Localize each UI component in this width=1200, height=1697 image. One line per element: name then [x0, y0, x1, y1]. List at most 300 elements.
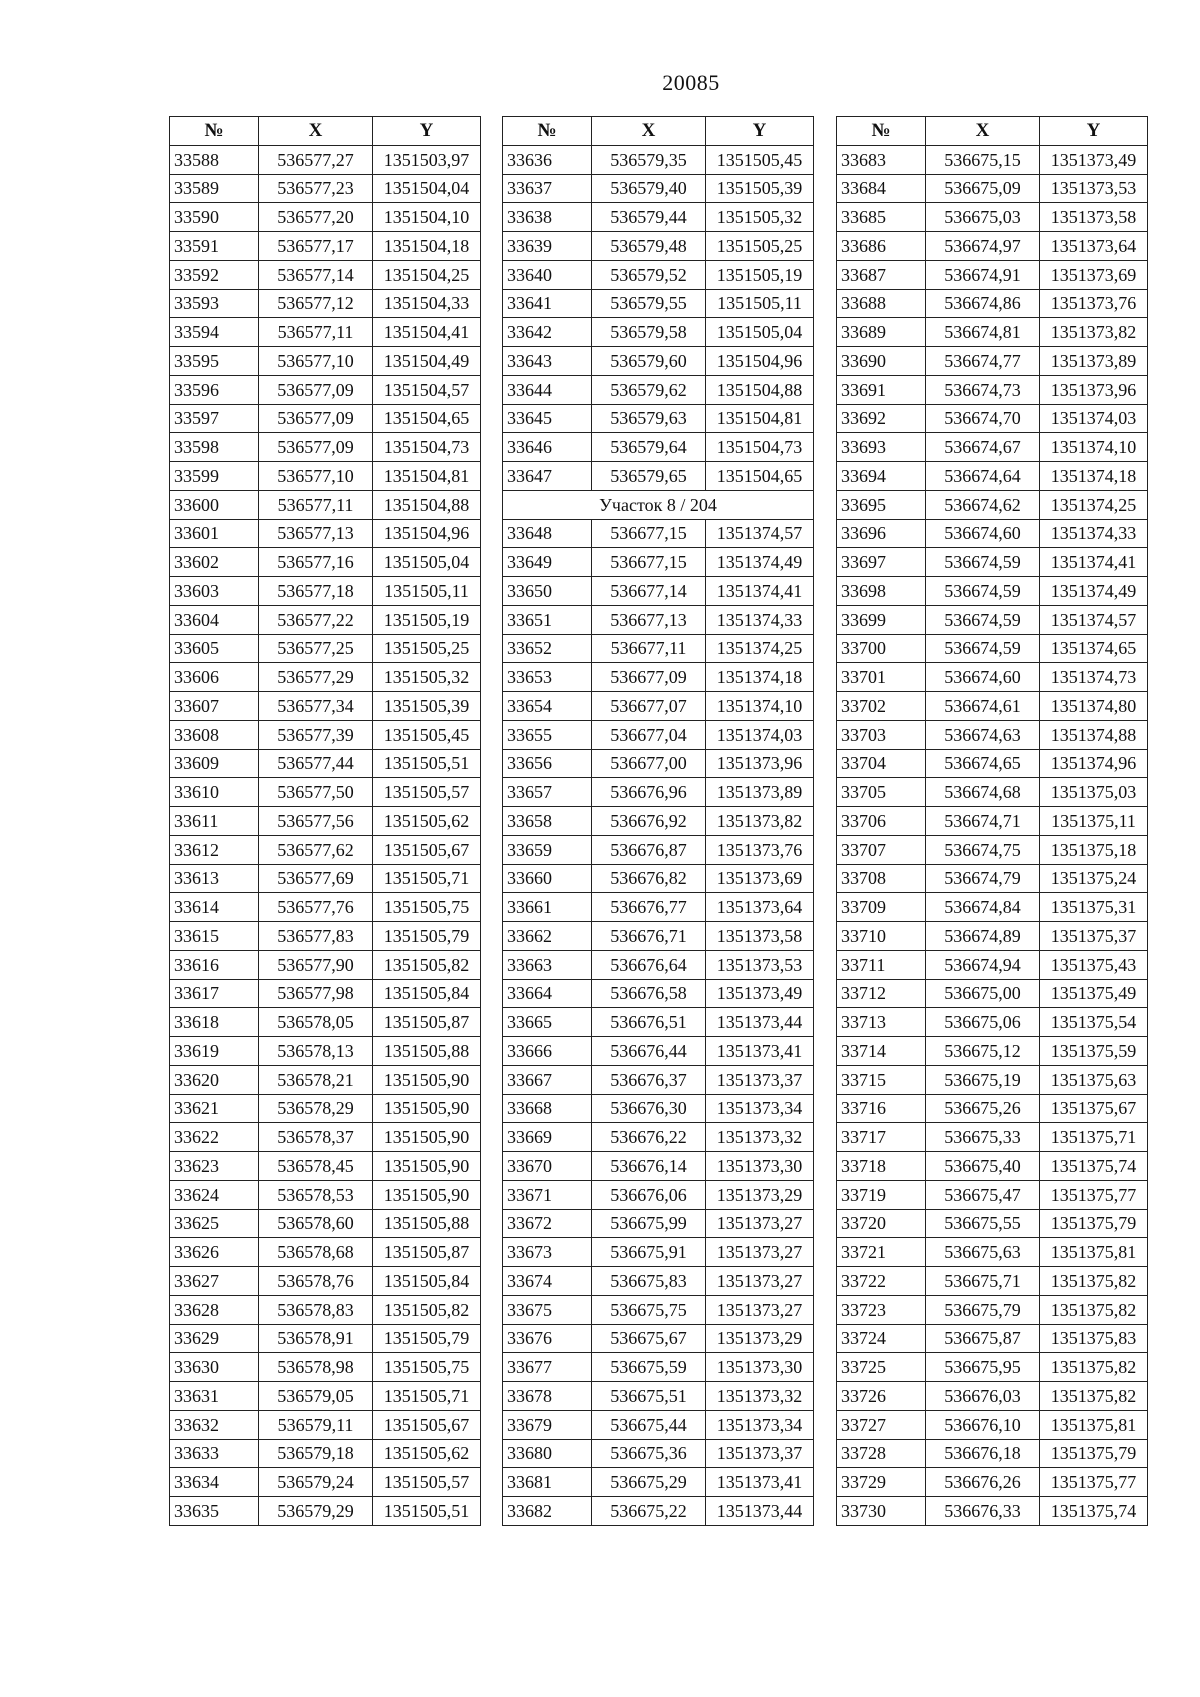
point-number-cell: 33616 [170, 950, 259, 979]
y-coordinate-cell: 1351375,79 [1040, 1209, 1148, 1238]
y-coordinate-cell: 1351375,43 [1040, 950, 1148, 979]
y-coordinate-cell: 1351373,27 [706, 1267, 814, 1296]
x-coordinate-cell: 536579,60 [592, 347, 706, 376]
y-coordinate-cell: 1351375,82 [1040, 1295, 1148, 1324]
table-row [837, 1180, 1148, 1209]
table-row [503, 1209, 814, 1238]
point-number-cell: 33623 [170, 1152, 259, 1181]
point-number-cell: 33629 [170, 1324, 259, 1353]
table-row [837, 1008, 1148, 1037]
y-coordinate-cell: 1351504,25 [373, 260, 481, 289]
y-coordinate-cell: 1351374,10 [1040, 433, 1148, 462]
y-coordinate-cell: 1351374,49 [1040, 577, 1148, 606]
point-number-cell: 33674 [503, 1267, 592, 1296]
table-row [503, 893, 814, 922]
x-coordinate-cell: 536675,83 [592, 1267, 706, 1296]
x-coordinate-cell: 536577,09 [259, 375, 373, 404]
table-row [837, 634, 1148, 663]
y-coordinate-cell: 1351375,11 [1040, 807, 1148, 836]
header-x: X [592, 117, 706, 146]
x-coordinate-cell: 536676,22 [592, 1123, 706, 1152]
y-coordinate-cell: 1351505,90 [373, 1180, 481, 1209]
table-row [503, 289, 814, 318]
table-row [503, 835, 814, 864]
y-coordinate-cell: 1351373,32 [706, 1382, 814, 1411]
point-number-cell: 33717 [837, 1123, 926, 1152]
y-coordinate-cell: 1351505,90 [373, 1065, 481, 1094]
y-coordinate-cell: 1351504,65 [373, 404, 481, 433]
x-coordinate-cell: 536578,68 [259, 1238, 373, 1267]
x-coordinate-cell: 536579,18 [259, 1439, 373, 1468]
x-coordinate-cell: 536675,09 [926, 174, 1040, 203]
x-coordinate-cell: 536579,11 [259, 1410, 373, 1439]
point-number-cell: 33673 [503, 1238, 592, 1267]
point-number-cell: 33710 [837, 922, 926, 951]
x-coordinate-cell: 536674,65 [926, 749, 1040, 778]
table-row [170, 1238, 481, 1267]
table-row [170, 145, 481, 174]
x-coordinate-cell: 536675,29 [592, 1468, 706, 1497]
point-number-cell: 33645 [503, 404, 592, 433]
x-coordinate-cell: 536676,64 [592, 950, 706, 979]
point-number-cell: 33631 [170, 1382, 259, 1411]
y-coordinate-cell: 1351375,18 [1040, 835, 1148, 864]
x-coordinate-cell: 536674,60 [926, 519, 1040, 548]
y-coordinate-cell: 1351504,65 [706, 462, 814, 491]
y-coordinate-cell: 1351375,54 [1040, 1008, 1148, 1037]
point-number-cell: 33641 [503, 289, 592, 318]
point-number-cell: 33702 [837, 692, 926, 721]
table-row [170, 807, 481, 836]
y-coordinate-cell: 1351373,34 [706, 1094, 814, 1123]
point-number-cell: 33666 [503, 1037, 592, 1066]
x-coordinate-cell: 536577,34 [259, 692, 373, 721]
table-row [170, 203, 481, 232]
table-row [503, 692, 814, 721]
table-row [503, 1037, 814, 1066]
table-row [837, 577, 1148, 606]
y-coordinate-cell: 1351505,19 [706, 260, 814, 289]
y-coordinate-cell: 1351505,51 [373, 1497, 481, 1526]
x-coordinate-cell: 536676,14 [592, 1152, 706, 1181]
point-number-cell: 33685 [837, 203, 926, 232]
table-row [170, 663, 481, 692]
y-coordinate-cell: 1351373,30 [706, 1353, 814, 1382]
y-coordinate-cell: 1351505,19 [373, 605, 481, 634]
x-coordinate-cell: 536578,05 [259, 1008, 373, 1037]
x-coordinate-cell: 536579,24 [259, 1468, 373, 1497]
x-coordinate-cell: 536675,00 [926, 979, 1040, 1008]
point-number-cell: 33705 [837, 778, 926, 807]
table-row [837, 692, 1148, 721]
x-coordinate-cell: 536577,25 [259, 634, 373, 663]
table-row [503, 1065, 814, 1094]
table-row [503, 1180, 814, 1209]
point-number-cell: 33621 [170, 1094, 259, 1123]
y-coordinate-cell: 1351375,49 [1040, 979, 1148, 1008]
point-number-cell: 33670 [503, 1152, 592, 1181]
point-number-cell: 33729 [837, 1468, 926, 1497]
table-row [170, 749, 481, 778]
y-coordinate-cell: 1351374,18 [1040, 462, 1148, 491]
table-row [503, 375, 814, 404]
y-coordinate-cell: 1351505,79 [373, 922, 481, 951]
y-coordinate-cell: 1351373,53 [706, 950, 814, 979]
table-row [837, 1410, 1148, 1439]
point-number-cell: 33642 [503, 318, 592, 347]
x-coordinate-cell: 536578,83 [259, 1295, 373, 1324]
x-coordinate-cell: 536675,71 [926, 1267, 1040, 1296]
y-coordinate-cell: 1351373,37 [706, 1065, 814, 1094]
x-coordinate-cell: 536577,09 [259, 404, 373, 433]
y-coordinate-cell: 1351505,32 [706, 203, 814, 232]
x-coordinate-cell: 536675,59 [592, 1353, 706, 1382]
x-coordinate-cell: 536579,64 [592, 433, 706, 462]
x-coordinate-cell: 536674,79 [926, 864, 1040, 893]
x-coordinate-cell: 536578,91 [259, 1324, 373, 1353]
y-coordinate-cell: 1351505,75 [373, 1353, 481, 1382]
y-coordinate-cell: 1351373,96 [706, 749, 814, 778]
table-row [503, 720, 814, 749]
table-row [837, 1468, 1148, 1497]
y-coordinate-cell: 1351373,27 [706, 1238, 814, 1267]
y-coordinate-cell: 1351505,45 [706, 145, 814, 174]
x-coordinate-cell: 536577,23 [259, 174, 373, 203]
x-coordinate-cell: 536674,84 [926, 893, 1040, 922]
point-number-cell: 33720 [837, 1209, 926, 1238]
y-coordinate-cell: 1351505,71 [373, 864, 481, 893]
y-coordinate-cell: 1351374,88 [1040, 720, 1148, 749]
coordinates-table-3 [836, 116, 1148, 1526]
x-coordinate-cell: 536675,67 [592, 1324, 706, 1353]
table-row [503, 145, 814, 174]
x-coordinate-cell: 536577,13 [259, 519, 373, 548]
x-coordinate-cell: 536675,95 [926, 1353, 1040, 1382]
x-coordinate-cell: 536579,35 [592, 145, 706, 174]
point-number-cell: 33636 [503, 145, 592, 174]
table-row [170, 1152, 481, 1181]
x-coordinate-cell: 536578,13 [259, 1037, 373, 1066]
y-coordinate-cell: 1351373,32 [706, 1123, 814, 1152]
y-coordinate-cell: 1351505,88 [373, 1209, 481, 1238]
table-row [837, 433, 1148, 462]
y-coordinate-cell: 1351373,34 [706, 1410, 814, 1439]
point-number-cell: 33679 [503, 1410, 592, 1439]
table-row [837, 145, 1148, 174]
x-coordinate-cell: 536577,18 [259, 577, 373, 606]
table-row [837, 232, 1148, 261]
x-coordinate-cell: 536577,50 [259, 778, 373, 807]
y-coordinate-cell: 1351504,96 [373, 519, 481, 548]
y-coordinate-cell: 1351505,39 [373, 692, 481, 721]
y-coordinate-cell: 1351505,87 [373, 1238, 481, 1267]
point-number-cell: 33600 [170, 490, 259, 519]
y-coordinate-cell: 1351505,11 [373, 577, 481, 606]
y-coordinate-cell: 1351375,82 [1040, 1353, 1148, 1382]
table-row [170, 232, 481, 261]
y-coordinate-cell: 1351375,82 [1040, 1267, 1148, 1296]
table-row [837, 1324, 1148, 1353]
x-coordinate-cell: 536578,76 [259, 1267, 373, 1296]
x-coordinate-cell: 536674,91 [926, 260, 1040, 289]
x-coordinate-cell: 536675,36 [592, 1439, 706, 1468]
point-number-cell: 33706 [837, 807, 926, 836]
x-coordinate-cell: 536674,59 [926, 577, 1040, 606]
y-coordinate-cell: 1351505,82 [373, 950, 481, 979]
point-number-cell: 33593 [170, 289, 259, 318]
table-row [170, 1123, 481, 1152]
point-number-cell: 33644 [503, 375, 592, 404]
table-row [837, 347, 1148, 376]
y-coordinate-cell: 1351375,24 [1040, 864, 1148, 893]
x-coordinate-cell: 536674,60 [926, 663, 1040, 692]
table-row [503, 347, 814, 376]
x-coordinate-cell: 536577,39 [259, 720, 373, 749]
point-number-cell: 33612 [170, 835, 259, 864]
table-row [170, 1353, 481, 1382]
table-row [503, 1295, 814, 1324]
y-coordinate-cell: 1351374,10 [706, 692, 814, 721]
point-number-cell: 33722 [837, 1267, 926, 1296]
x-coordinate-cell: 536577,16 [259, 548, 373, 577]
y-coordinate-cell: 1351505,39 [706, 174, 814, 203]
y-coordinate-cell: 1351505,25 [373, 634, 481, 663]
table-row [837, 1439, 1148, 1468]
x-coordinate-cell: 536675,63 [926, 1238, 1040, 1267]
table-header-row [503, 117, 814, 146]
x-coordinate-cell: 536676,71 [592, 922, 706, 951]
table-row [503, 605, 814, 634]
header-number: № [503, 117, 592, 146]
y-coordinate-cell: 1351374,25 [706, 634, 814, 663]
x-coordinate-cell: 536676,51 [592, 1008, 706, 1037]
point-number-cell: 33663 [503, 950, 592, 979]
x-coordinate-cell: 536675,06 [926, 1008, 1040, 1037]
y-coordinate-cell: 1351374,57 [706, 519, 814, 548]
table-row [170, 462, 481, 491]
x-coordinate-cell: 536577,62 [259, 835, 373, 864]
point-number-cell: 33665 [503, 1008, 592, 1037]
x-coordinate-cell: 536674,70 [926, 404, 1040, 433]
table-row [837, 893, 1148, 922]
x-coordinate-cell: 536675,15 [926, 145, 1040, 174]
y-coordinate-cell: 1351373,30 [706, 1152, 814, 1181]
x-coordinate-cell: 536577,56 [259, 807, 373, 836]
point-number-cell: 33669 [503, 1123, 592, 1152]
y-coordinate-cell: 1351373,49 [1040, 145, 1148, 174]
point-number-cell: 33681 [503, 1468, 592, 1497]
table-row [503, 979, 814, 1008]
point-number-cell: 33664 [503, 979, 592, 1008]
x-coordinate-cell: 536674,75 [926, 835, 1040, 864]
y-coordinate-cell: 1351505,45 [373, 720, 481, 749]
x-coordinate-cell: 536674,62 [926, 490, 1040, 519]
table-row [837, 404, 1148, 433]
point-number-cell: 33592 [170, 260, 259, 289]
x-coordinate-cell: 536577,10 [259, 347, 373, 376]
y-coordinate-cell: 1351373,41 [706, 1037, 814, 1066]
point-number-cell: 33598 [170, 433, 259, 462]
point-number-cell: 33693 [837, 433, 926, 462]
table-row [503, 1094, 814, 1123]
point-number-cell: 33667 [503, 1065, 592, 1094]
point-number-cell: 33618 [170, 1008, 259, 1037]
y-coordinate-cell: 1351374,57 [1040, 605, 1148, 634]
x-coordinate-cell: 536579,48 [592, 232, 706, 261]
table-row [837, 1152, 1148, 1181]
point-number-cell: 33687 [837, 260, 926, 289]
point-number-cell: 33651 [503, 605, 592, 634]
y-coordinate-cell: 1351373,44 [706, 1497, 814, 1526]
point-number-cell: 33658 [503, 807, 592, 836]
point-number-cell: 33603 [170, 577, 259, 606]
point-number-cell: 33635 [170, 1497, 259, 1526]
x-coordinate-cell: 536676,96 [592, 778, 706, 807]
point-number-cell: 33714 [837, 1037, 926, 1066]
x-coordinate-cell: 536674,67 [926, 433, 1040, 462]
y-coordinate-cell: 1351373,58 [1040, 203, 1148, 232]
y-coordinate-cell: 1351504,04 [373, 174, 481, 203]
table-row [837, 1123, 1148, 1152]
table-row [837, 720, 1148, 749]
table-row [170, 1037, 481, 1066]
point-number-cell: 33700 [837, 634, 926, 663]
table-row [170, 1497, 481, 1526]
y-coordinate-cell: 1351505,67 [373, 1410, 481, 1439]
point-number-cell: 33596 [170, 375, 259, 404]
point-number-cell: 33624 [170, 1180, 259, 1209]
table-row [170, 318, 481, 347]
point-number-cell: 33725 [837, 1353, 926, 1382]
x-coordinate-cell: 536674,68 [926, 778, 1040, 807]
header-y: Y [706, 117, 814, 146]
point-number-cell: 33649 [503, 548, 592, 577]
table-row [503, 318, 814, 347]
table-row [170, 1295, 481, 1324]
x-coordinate-cell: 536577,14 [259, 260, 373, 289]
y-coordinate-cell: 1351504,33 [373, 289, 481, 318]
point-number-cell: 33689 [837, 318, 926, 347]
table-row [503, 260, 814, 289]
y-coordinate-cell: 1351504,88 [373, 490, 481, 519]
table-row [837, 749, 1148, 778]
point-number-cell: 33633 [170, 1439, 259, 1468]
x-coordinate-cell: 536577,27 [259, 145, 373, 174]
y-coordinate-cell: 1351375,71 [1040, 1123, 1148, 1152]
x-coordinate-cell: 536577,44 [259, 749, 373, 778]
point-number-cell: 33610 [170, 778, 259, 807]
point-number-cell: 33726 [837, 1382, 926, 1411]
table-row [503, 778, 814, 807]
y-coordinate-cell: 1351374,03 [1040, 404, 1148, 433]
y-coordinate-cell: 1351373,29 [706, 1324, 814, 1353]
table-row [170, 864, 481, 893]
y-coordinate-cell: 1351504,49 [373, 347, 481, 376]
y-coordinate-cell: 1351374,25 [1040, 490, 1148, 519]
x-coordinate-cell: 536677,00 [592, 749, 706, 778]
table-row [837, 1497, 1148, 1526]
y-coordinate-cell: 1351505,57 [373, 1468, 481, 1497]
x-coordinate-cell: 536674,73 [926, 375, 1040, 404]
x-coordinate-cell: 536675,51 [592, 1382, 706, 1411]
point-number-cell: 33643 [503, 347, 592, 376]
table-row [503, 577, 814, 606]
y-coordinate-cell: 1351505,84 [373, 1267, 481, 1296]
y-coordinate-cell: 1351373,89 [1040, 347, 1148, 376]
x-coordinate-cell: 536577,22 [259, 605, 373, 634]
y-coordinate-cell: 1351504,57 [373, 375, 481, 404]
table-row [170, 778, 481, 807]
table-row [503, 404, 814, 433]
x-coordinate-cell: 536675,55 [926, 1209, 1040, 1238]
table-row [170, 1324, 481, 1353]
point-number-cell: 33626 [170, 1238, 259, 1267]
table-row [837, 864, 1148, 893]
point-number-cell: 33721 [837, 1238, 926, 1267]
point-number-cell: 33719 [837, 1180, 926, 1209]
table-row [170, 1065, 481, 1094]
table-row [503, 864, 814, 893]
x-coordinate-cell: 536677,11 [592, 634, 706, 663]
x-coordinate-cell: 536675,26 [926, 1094, 1040, 1123]
x-coordinate-cell: 536579,65 [592, 462, 706, 491]
point-number-cell: 33675 [503, 1295, 592, 1324]
point-number-cell: 33668 [503, 1094, 592, 1123]
y-coordinate-cell: 1351373,27 [706, 1209, 814, 1238]
point-number-cell: 33648 [503, 519, 592, 548]
table-row [503, 1267, 814, 1296]
point-number-cell: 33661 [503, 893, 592, 922]
x-coordinate-cell: 536675,75 [592, 1295, 706, 1324]
point-number-cell: 33619 [170, 1037, 259, 1066]
point-number-cell: 33672 [503, 1209, 592, 1238]
table-row [170, 893, 481, 922]
point-number-cell: 33622 [170, 1123, 259, 1152]
x-coordinate-cell: 536579,52 [592, 260, 706, 289]
x-coordinate-cell: 536676,26 [926, 1468, 1040, 1497]
point-number-cell: 33640 [503, 260, 592, 289]
point-number-cell: 33708 [837, 864, 926, 893]
table-row [837, 1267, 1148, 1296]
table-row [837, 174, 1148, 203]
x-coordinate-cell: 536577,76 [259, 893, 373, 922]
table-row [837, 1295, 1148, 1324]
point-number-cell: 33632 [170, 1410, 259, 1439]
y-coordinate-cell: 1351373,58 [706, 922, 814, 951]
section-row [503, 490, 814, 519]
point-number-cell: 33602 [170, 548, 259, 577]
y-coordinate-cell: 1351505,71 [373, 1382, 481, 1411]
header-x: X [926, 117, 1040, 146]
x-coordinate-cell: 536674,86 [926, 289, 1040, 318]
x-coordinate-cell: 536577,12 [259, 289, 373, 318]
x-coordinate-cell: 536674,59 [926, 605, 1040, 634]
y-coordinate-cell: 1351504,18 [373, 232, 481, 261]
point-number-cell: 33607 [170, 692, 259, 721]
x-coordinate-cell: 536676,87 [592, 835, 706, 864]
x-coordinate-cell: 536674,89 [926, 922, 1040, 951]
table-row [170, 577, 481, 606]
point-number-cell: 33659 [503, 835, 592, 864]
x-coordinate-cell: 536675,44 [592, 1410, 706, 1439]
table-row [170, 519, 481, 548]
x-coordinate-cell: 536578,37 [259, 1123, 373, 1152]
table-row [837, 490, 1148, 519]
table-row [837, 375, 1148, 404]
table-row [170, 1180, 481, 1209]
table-row [837, 922, 1148, 951]
table-row [837, 835, 1148, 864]
